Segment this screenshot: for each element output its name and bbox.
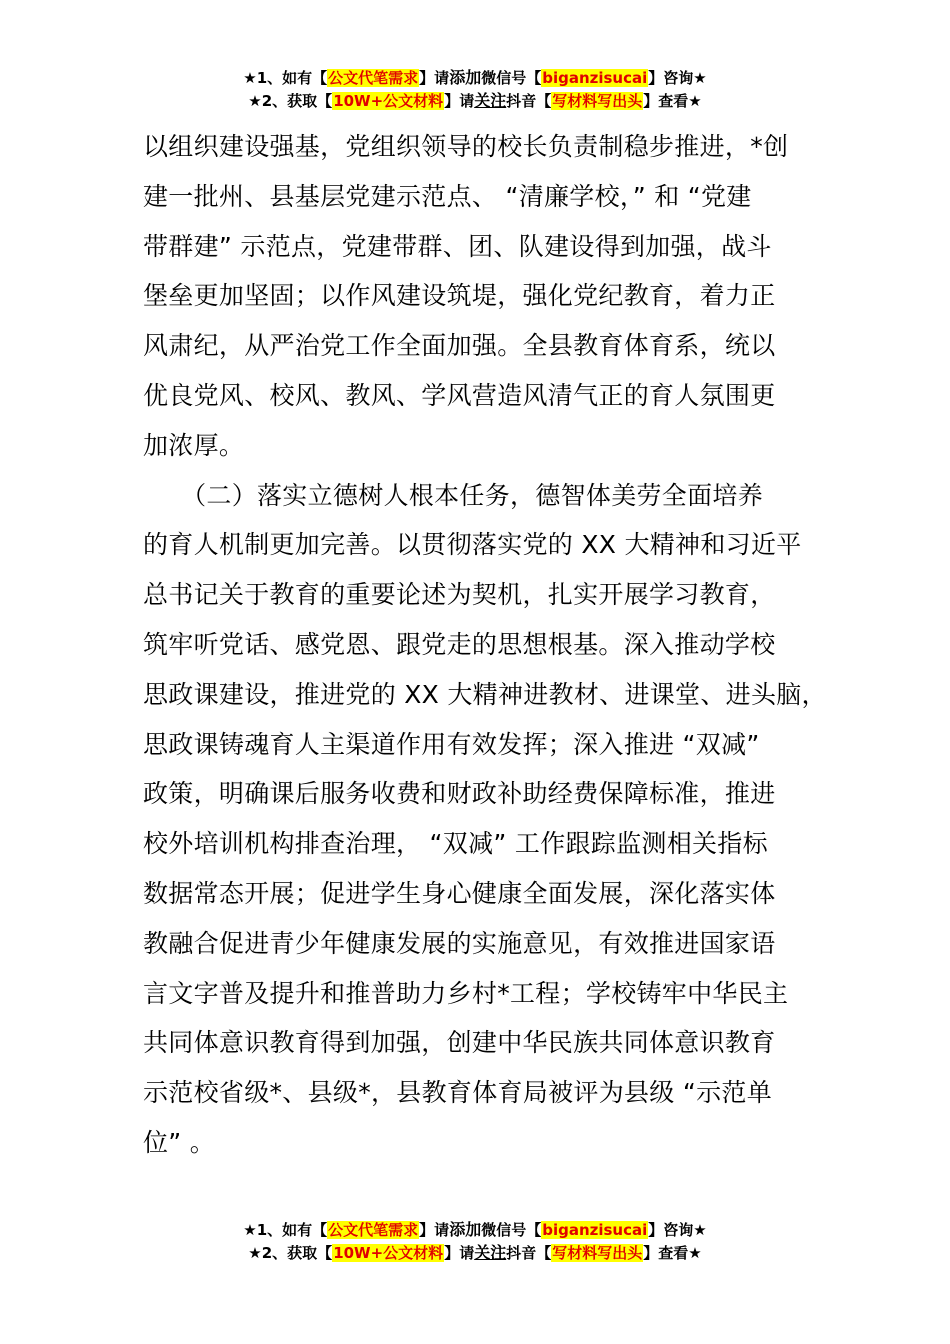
banner-text: 】请 xyxy=(419,69,450,87)
banner-text: ★2、获取【 xyxy=(248,1244,333,1262)
banner-text: 】咨询★ xyxy=(648,1221,707,1239)
banner-text: 微信号【 xyxy=(481,69,542,87)
text-line: 言文字普及提升和推普助力乡村*工程；学校铸牢中华民主 xyxy=(143,978,789,1008)
text-line: 以组织建设强基，党组织领导的校长负责制稳步推进，*创 xyxy=(143,132,789,161)
banner-highlight-service: 公文代笔需求 xyxy=(328,69,419,87)
banner-highlight-wechat: biganzisucai xyxy=(542,69,648,87)
banner-text: 抖音【 xyxy=(506,1244,552,1262)
banner-text: 】咨询★ xyxy=(648,69,707,87)
banner-text: 】查看★ xyxy=(643,92,702,110)
banner-text: 】请 xyxy=(419,1221,450,1239)
banner-line-1 xyxy=(0,1218,950,1241)
text-line: 教融合促进青少年健康发展的实施意见，有效推进国家语 xyxy=(143,928,776,958)
banner-text: 】请 xyxy=(444,1244,475,1262)
banner-highlight-douyin: 写材料写出头 xyxy=(552,1244,643,1262)
banner-text: ★1、如有【 xyxy=(243,69,328,87)
text-line: 思政课铸魂育人主渠道作用有效发挥；深入推进 “双减” xyxy=(143,729,760,759)
text-line: 政策，明确课后服务收费和财政补助经费保障标准，推进 xyxy=(143,779,776,809)
document-body xyxy=(143,122,827,1168)
text-line: 堡垒更加坚固；以作风建设筑堤，强化党纪教育，着力正 xyxy=(143,281,776,311)
banner-text: ★1、如有【 xyxy=(243,1221,328,1239)
banner-emphasis: 关注 xyxy=(474,91,507,110)
banner-highlight-wechat: biganzisucai xyxy=(542,1221,648,1239)
text-line: 加浓厚。 xyxy=(143,430,245,460)
banner-highlight-materials: 10W+公文材料 xyxy=(333,92,444,110)
text-line: 的育人机制更加完善。以贯彻落实党的 XX 大精神和习近平 xyxy=(143,530,802,560)
text-line: 总书记关于教育的重要论述为契机，扎实开展学习教育， xyxy=(143,580,776,610)
header-banner xyxy=(0,66,950,112)
banner-line-1 xyxy=(0,66,950,89)
banner-highlight-douyin: 写材料写出头 xyxy=(552,92,643,110)
banner-line-2 xyxy=(0,1241,950,1264)
text-line: 校外培训机构排查治理， “双减” 工作跟踪监测相关指标 xyxy=(143,829,768,859)
text-line: 带群建” 示范点，党建带群、团、队建设得到加强，战斗 xyxy=(143,231,772,261)
banner-emphasis: 添加 xyxy=(449,1220,482,1239)
banner-text: ★2、获取【 xyxy=(248,92,333,110)
text-line: 共同体意识教育得到加强，创建中华民族共同体意识教育 xyxy=(143,1028,776,1058)
banner-highlight-materials: 10W+公文材料 xyxy=(333,1244,444,1262)
footer-banner xyxy=(0,1218,950,1264)
text-line: 风肃纪，从严治党工作全面加强。全县教育体育系，统以 xyxy=(143,331,776,361)
text-line: 建一批州、县基层党建示范点、 “清廉学校，” 和 “党建 xyxy=(143,181,752,211)
text-line: 思政课建设，推进党的 XX 大精神进教材、进课堂、进头脑， xyxy=(143,679,827,709)
text-line: 位” 。 xyxy=(143,1127,216,1157)
text-line: 数据常态开展；促进学生身心健康全面发展，深化落实体 xyxy=(143,878,776,908)
banner-emphasis: 关注 xyxy=(474,1243,507,1262)
banner-emphasis: 添加 xyxy=(449,68,482,87)
banner-text: 】请 xyxy=(444,92,475,110)
section-heading-line: （二）落实立德树人根本任务，德智体美劳全面培养 xyxy=(143,480,764,510)
banner-line-2 xyxy=(0,89,950,112)
banner-text: 微信号【 xyxy=(481,1221,542,1239)
banner-text: 抖音【 xyxy=(506,92,552,110)
banner-highlight-service: 公文代笔需求 xyxy=(328,1221,419,1239)
banner-text: 】查看★ xyxy=(643,1244,702,1262)
text-line: 示范校省级*、县级*，县教育体育局被评为县级 “示范单 xyxy=(143,1078,773,1108)
text-line: 优良党风、校风、教风、学风营造风清气正的育人氛围更 xyxy=(143,380,776,410)
text-line: 筑牢听党话、感党恩、跟党走的思想根基。深入推动学校 xyxy=(143,629,776,659)
